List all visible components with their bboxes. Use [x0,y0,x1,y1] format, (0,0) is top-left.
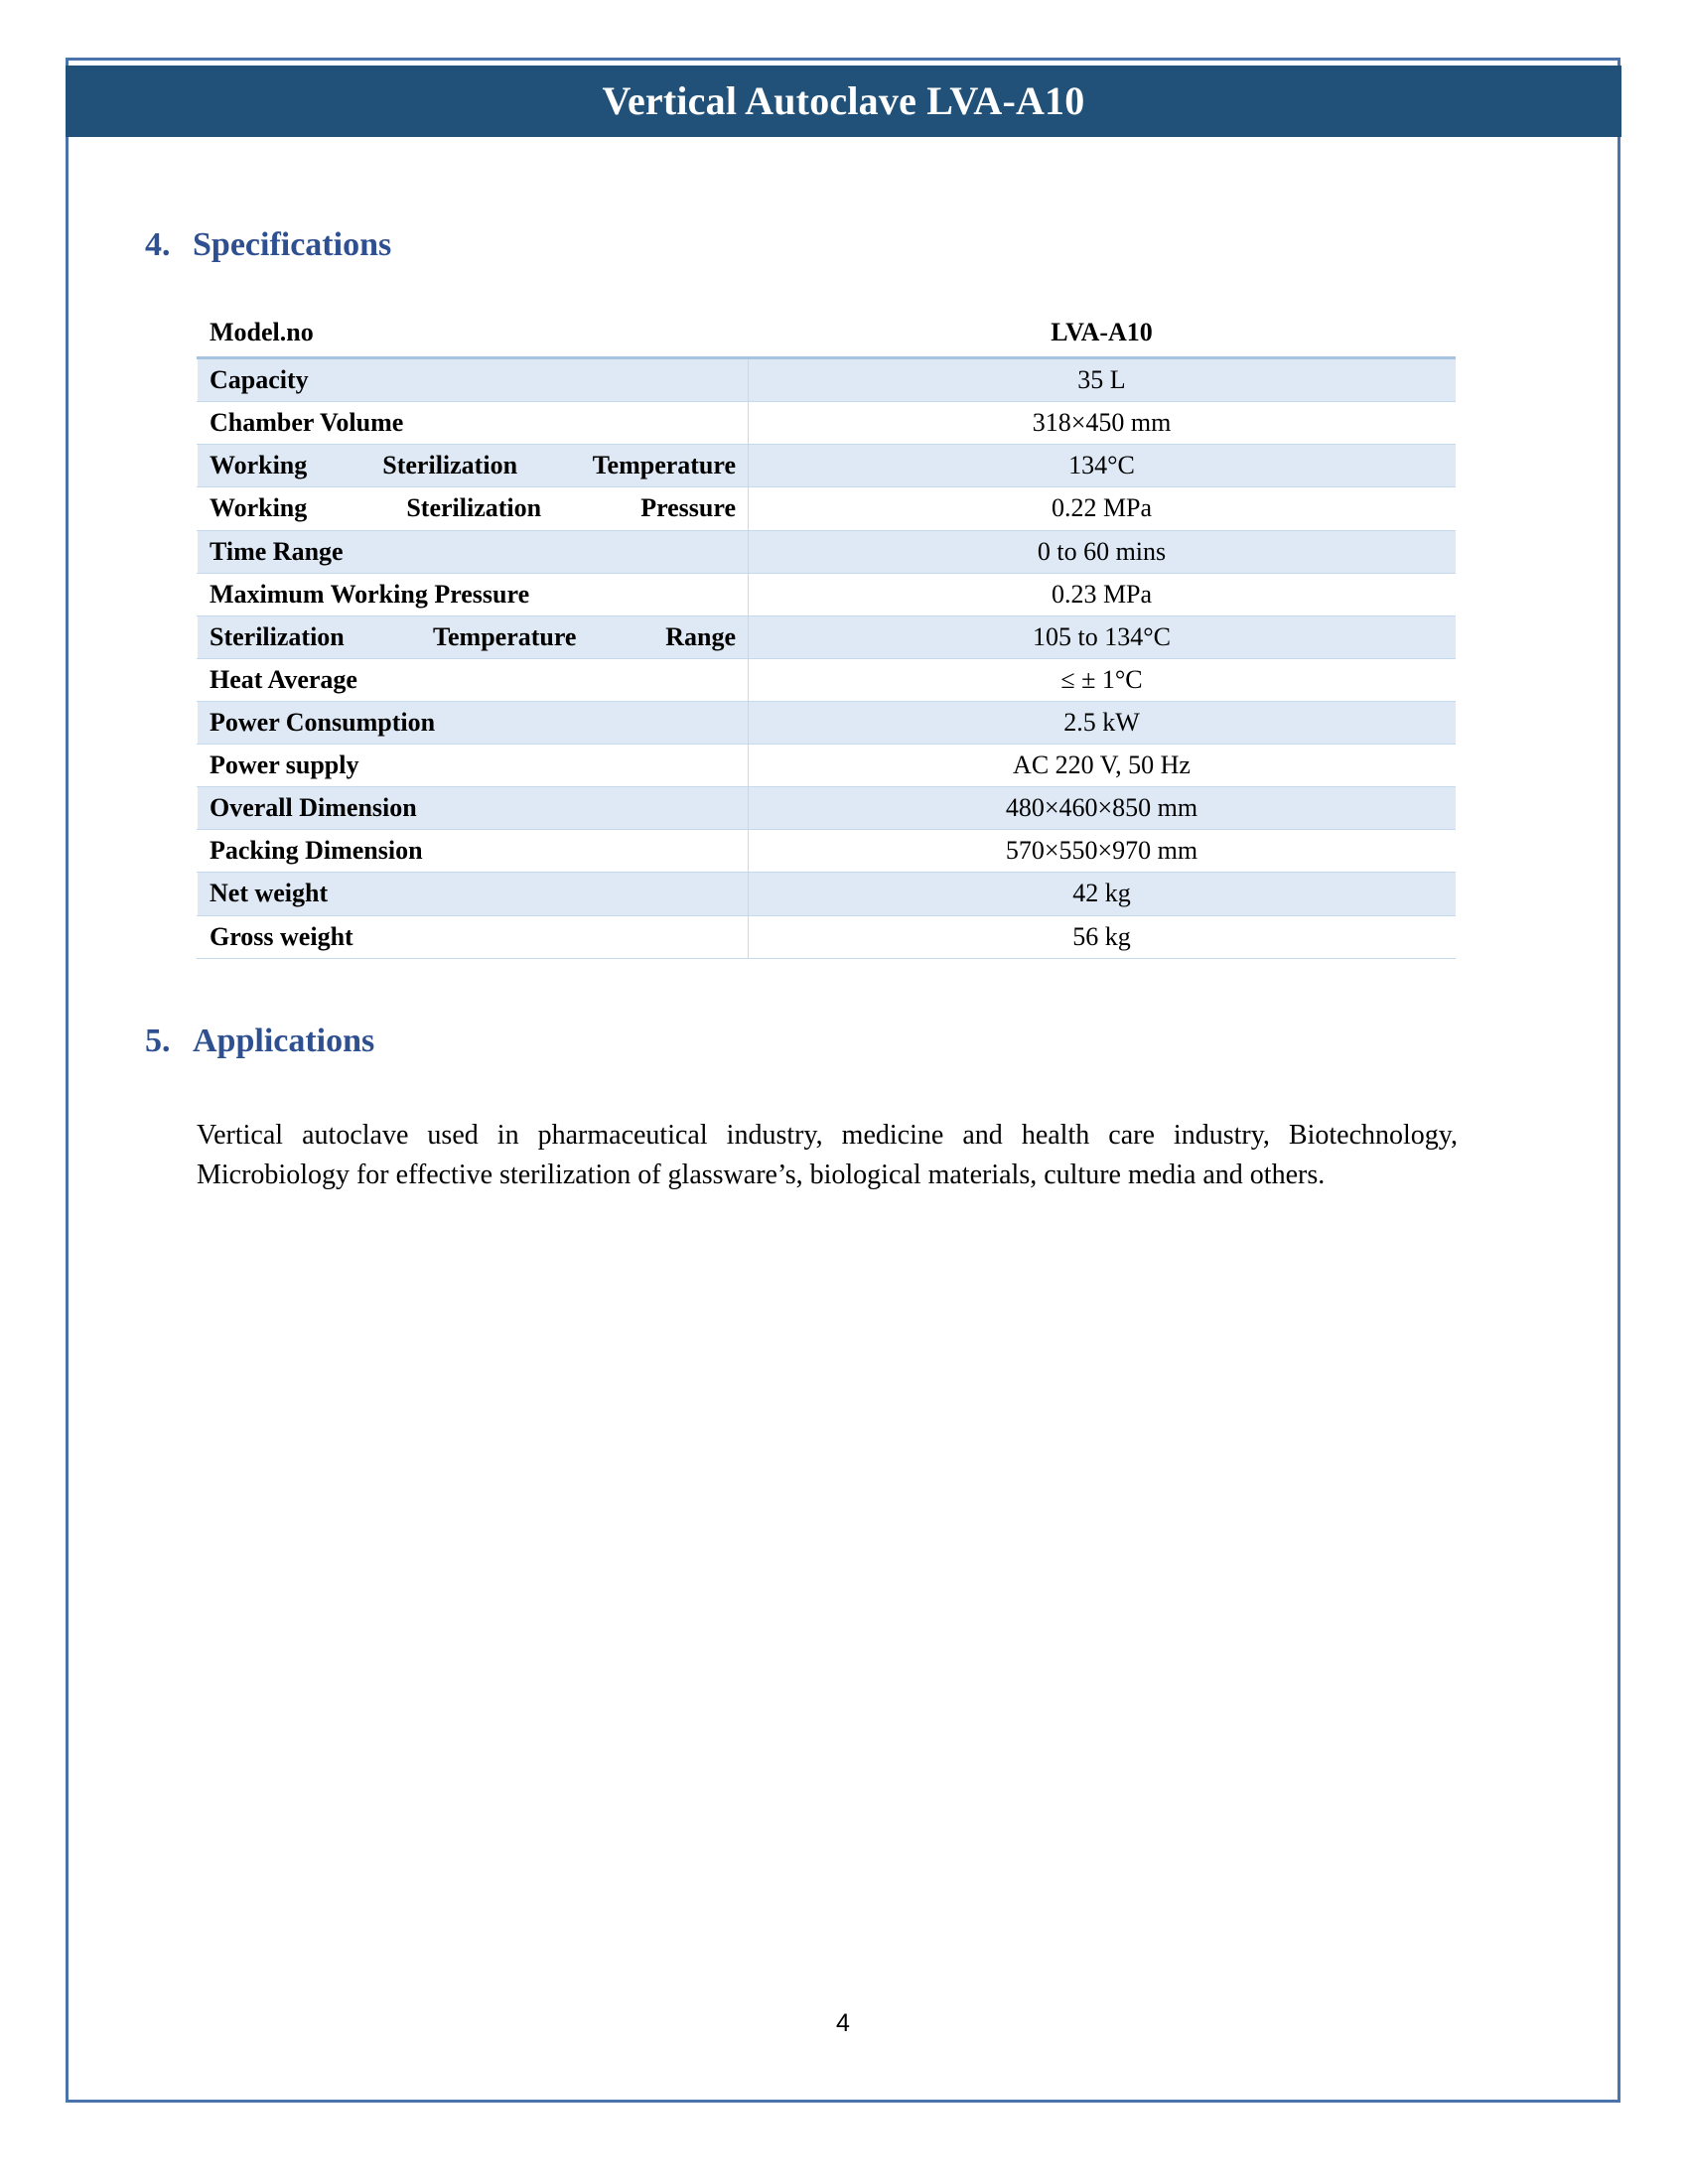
table-cell-key: Power supply [198,745,749,787]
table-cell-key: Gross weight [198,915,749,958]
table-row [198,573,1456,615]
document-title: Vertical Autoclave LVA-A10 [602,78,1085,123]
table-row [198,445,1456,487]
table-cell-key: Packing Dimension [198,830,749,873]
table-cell-value: AC 220 V, 50 Hz [749,745,1456,787]
table-cell-value: 0.22 MPa [749,487,1456,530]
table-cell-key: Time Range [198,530,749,573]
table-cell-value: 134°C [749,445,1456,487]
section-number-specifications: 4. [145,226,171,263]
section-heading-applications [145,1023,374,1060]
table-cell-value: 2.5 kW [749,701,1456,744]
table-cell-key: Maximum Working Pressure [198,573,749,615]
table-cell-key: Working Sterilization Pressure [198,487,749,530]
table-row [198,873,1456,915]
table-cell-value: 56 kg [749,915,1456,958]
section-number-applications: 5. [145,1023,171,1059]
table-header-row [198,308,1456,358]
table-row [198,745,1456,787]
table-cell-key: Working Sterilization Temperature [198,445,749,487]
table-cell-key: Chamber Volume [198,402,749,445]
table-cell-value: 480×460×850 mm [749,787,1456,830]
table-row [198,830,1456,873]
specifications-table-body [198,358,1456,959]
section-label-applications: Applications [193,1023,375,1059]
section-label-specifications: Specifications [193,226,392,263]
table-cell-value: 0 to 60 mins [749,530,1456,573]
table-cell-key: Overall Dimension [198,787,749,830]
table-cell-key: Capacity [198,358,749,402]
table-header-key: Model.no [198,308,749,358]
table-cell-value: 105 to 134°C [749,615,1456,658]
applications-body-text: Vertical autoclave used in pharmaceutical industry, medicine and health care industry, Biotechnology, Microbiology for effective sterilization of glassware’s, biological materials, culture media and others. [197,1120,1458,1190]
table-header-value: LVA-A10 [749,308,1456,358]
table-cell-key: Sterilization Temperature Range [198,615,749,658]
table-cell-value: 0.23 MPa [749,573,1456,615]
table-cell-key: Heat Average [198,658,749,701]
table-cell-key: Power Consumption [198,701,749,744]
table-cell-value: 42 kg [749,873,1456,915]
table-row [198,402,1456,445]
table-cell-value: 318×450 mm [749,402,1456,445]
page-number: 4 [836,2009,850,2037]
table-row [198,530,1456,573]
table-cell-key: Net weight [198,873,749,915]
section-heading-specifications [145,226,391,264]
table-row [198,615,1456,658]
table-row [198,701,1456,744]
specifications-table [197,308,1456,959]
table-row [198,658,1456,701]
table-cell-value: 35 L [749,358,1456,402]
document-header-banner [66,66,1621,137]
table-row [198,915,1456,958]
table-row [198,358,1456,402]
table-row [198,787,1456,830]
table-cell-value: 570×550×970 mm [749,830,1456,873]
table-cell-value: ≤ ± 1°C [749,658,1456,701]
table-row [198,487,1456,530]
